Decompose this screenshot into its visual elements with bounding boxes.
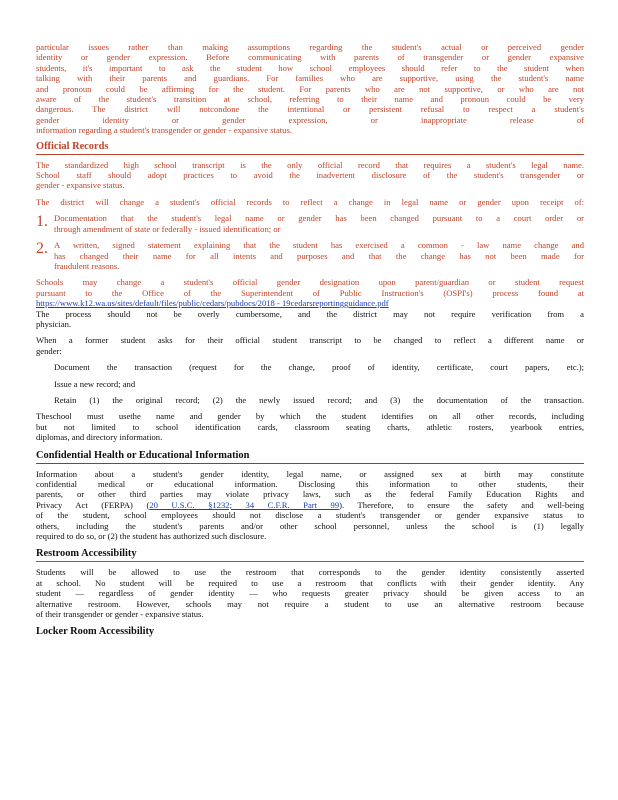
list-line: Documentation that the student's legal name or gender has been changed pursuant to a court order or: [54, 213, 584, 224]
list-line: fraudulent reasons.: [54, 260, 120, 271]
intro-line: dangerous. The district will notcondone the intentional or persistent refusal to respect a student's: [36, 104, 584, 115]
process-line: The process should not be overly cumbersome, and the district may not require verification from a: [36, 308, 584, 319]
former-student-line: gender:: [36, 345, 62, 356]
intro-line: aware of the student's transition at school, referring to their name and pronoun could be very: [36, 94, 584, 105]
list-line: through amendment of state or federally - issued identification; or: [54, 223, 281, 234]
confidential-heading: Confidential Health or Educational Information: [36, 449, 250, 461]
intro-line: information regarding a student's transgender or gender - expansive status.: [36, 125, 292, 136]
confidential-section: [36, 469, 584, 542]
ferpa-citation-link[interactable]: 20 U.S.C. §1232; 34 C.F.R. Part 99: [149, 499, 340, 510]
restroom-section: [36, 567, 584, 619]
locker-room-heading: Locker Room Accessibility: [36, 626, 155, 638]
transcript-line: The standardized high school transcript is the only official record that requires a student's legal name.: [36, 159, 584, 170]
official-records-heading: Official Records: [36, 140, 109, 152]
records-change-intro: The district will change a student's official records to reflect a change in legal name or gender upon receipt of:: [36, 196, 584, 207]
former-student-line: When a former student asks for their official student transcript to be changed to reflect a different name or: [36, 335, 584, 346]
heading-rule: [36, 463, 584, 464]
restroom-line: at school. No student will be required to use a restroom that conflicts with their gender identity. Any: [36, 577, 584, 588]
confidential-line: confidential medical or educational information. Disclosing this information to other students, their: [36, 479, 584, 489]
transcript-line: gender - expansive status.: [36, 180, 125, 191]
ferpa-prefix: Privacy Act (FERPA) (: [36, 499, 150, 510]
intro-line: students, it's important to ask the student how school employees should refer to the student when: [36, 62, 584, 73]
gender-designation-line: pursuant to the Office of the Superintendent of Public Instruction's (OSPI's) process found at: [36, 287, 584, 298]
bullet-item: [36, 362, 584, 372]
official-records-section: [36, 160, 584, 309]
ospi-link-line: [36, 298, 584, 308]
process-line: physician.: [36, 318, 72, 329]
bullet-item: [36, 379, 584, 389]
transcript-line: School staff should adopt practices to avoid the inadvertent disclosure of the student's transgender or: [36, 170, 584, 181]
confidential-line: [36, 500, 584, 510]
restroom-heading: Restroom Accessibility: [36, 548, 137, 560]
other-records-line: but not limited to school identification cards, classroom seating charts, athletic rosters, yearbook entries,: [36, 421, 584, 432]
confidential-line: of the student, school employees should not disclose a student's transgender or gender expansive status to: [36, 510, 584, 521]
list-line: A written, signed statement explaining that the student has exercised a common - law name change and: [54, 240, 584, 251]
confidential-line: others, including the student's parents and/or other school personnel, unless the school is (1) legally: [36, 520, 584, 531]
heading-rule: [36, 561, 584, 562]
list-number: 2.: [36, 240, 48, 258]
list-item: [36, 240, 584, 271]
ferpa-suffix: ). Therefore, to ensure the safety and well-being: [339, 499, 584, 510]
intro-line: gender identity or gender expression, or inappropriate release of: [36, 114, 584, 125]
bullet-item: [36, 395, 584, 405]
intro-line: particular issues rather than making assumptions regarding the student's actual or perceived gender: [36, 42, 584, 52]
restroom-line: Students will be allowed to use the restroom that corresponds to the gender identity consistently asserted: [36, 567, 584, 578]
confidential-line: required to do so, or (2) the student has authorized such disclosure.: [36, 531, 267, 542]
ospi-guidance-link[interactable]: https://www.k12.wa.us/sites/default/files/public/cedars/pubdocs/2018 - 19cedarsreportingguidance.pdf: [36, 298, 389, 309]
bullet-text: Retain (1) the original record; (2) the newly issued record; and (3) the documentation of the transaction.: [54, 394, 584, 405]
confidential-line: Information about a student's gender identity, legal name, or assigned sex at birth may constitute: [36, 468, 584, 479]
transcript-process-section: [36, 309, 584, 443]
other-records-line: Theschool must usethe name and gender by which the student identifies on all other records, including: [36, 411, 584, 422]
other-records-line: diplomas, and directory information.: [36, 432, 163, 443]
list-item: [36, 213, 584, 234]
heading-rule: [36, 154, 584, 155]
bullet-text: Issue a new record; and: [54, 378, 136, 389]
confidential-line: parents, or other third parties may violate privacy laws, such as the federal Family Education Rights and: [36, 489, 584, 500]
intro-line: talking with their parents and guardians. For families who are supportive, using the student's name: [36, 73, 584, 84]
list-line: has changed their name for all intents and purposes and that the change has not been made for: [54, 250, 584, 261]
document-page: [36, 42, 584, 638]
intro-line: identity or gender expression. Before communicating with parents of transgender or gender expansive: [36, 52, 584, 63]
intro-paragraph: [36, 42, 584, 136]
gender-designation-line: Schools may change a student's official gender designation upon parent/guardian or student request: [36, 277, 584, 288]
list-number: 1.: [36, 213, 48, 231]
restroom-line: of their transgender or gender - expansive status.: [36, 609, 204, 620]
restroom-line: alternative restroom. However, schools may not require a student to use an alternative restroom because: [36, 598, 584, 609]
intro-line: and pronoun could be affirming for the student. For parents who are not supportive, or who are not: [36, 83, 584, 94]
bullet-text: Document the transaction (request for the change, proof of identity, certificate, court papers, etc.);: [54, 362, 584, 373]
restroom-line: student — regardless of gender identity — who requests greater privacy should be given access to an: [36, 588, 584, 599]
